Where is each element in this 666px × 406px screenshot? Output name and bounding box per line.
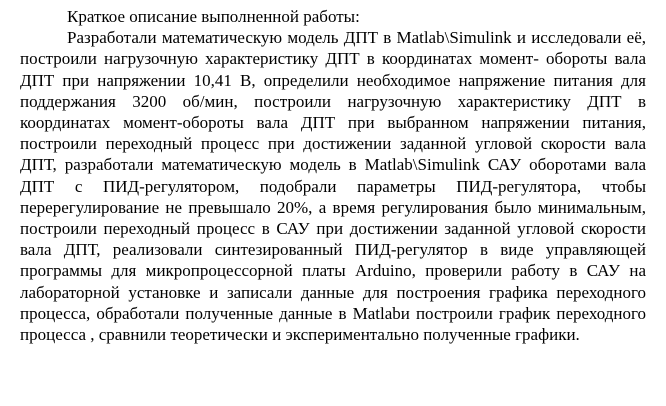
- work-description-paragraph: Разработали математическую модель ДПТ в Matlab\Simulink и исследовали её, построили нагрузочную характеристику ДПТ в координатах момент- обороты вала ДПТ при напряжении 10,41 В, определили необходимое напряжение питания для поддержания 3200 об/мин, построили нагрузочную характеристику ДПТ в координатах момент-обороты вала ДПТ при выбранном напряжении питания, построили переходный процесс при достижении заданной угловой скорости вала ДПТ, разработали математическую модель в Matlab\Simulink САУ оборотами вала ДПТ с ПИД-регулятором, подобрали параметры ПИД-регулятора, чтобы перерегулирование не превышало 20%, а время регулирования было минимальным, построили переходный процесс в САУ при достижении заданной угловой скорости вала ДПТ, реализовали синтезированный ПИД-регулятор в виде управляющей программы для микропроцессорной платы Arduino, проверили работу в САУ на лабораторной установке и записали данные для построения графика переходного процесса, обработали полученные данные в Matlabи построили график переходного процесса , сравнили теоретически и экспериментально полученные графики.: [20, 28, 646, 345]
- section-heading: Краткое описание выполненной работы:: [67, 7, 360, 26]
